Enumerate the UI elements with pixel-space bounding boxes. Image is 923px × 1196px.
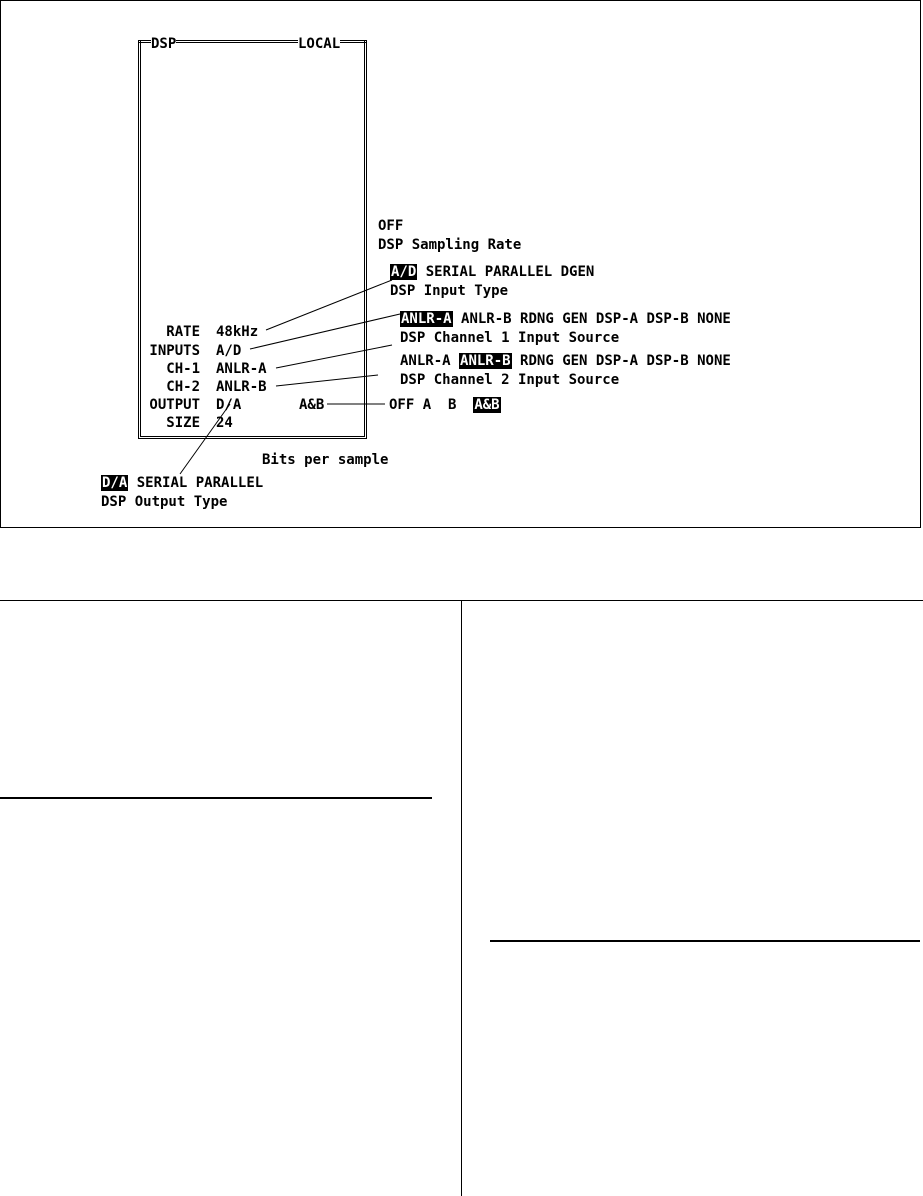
- ch1-option-none[interactable]: NONE: [697, 311, 731, 327]
- input-type-caption: DSP Input Type: [390, 283, 509, 299]
- input-type-option-ad[interactable]: A/D: [391, 264, 417, 280]
- output-type-option-serial[interactable]: SERIAL: [136, 475, 188, 491]
- input-type-option-serial[interactable]: SERIAL: [425, 264, 477, 280]
- row-label-inputs: INPUTS: [149, 343, 200, 359]
- row-label-output: OUTPUT: [149, 397, 200, 413]
- output-mode-option-off[interactable]: OFF: [389, 397, 415, 413]
- ch2-option-dsp-b[interactable]: DSP-B: [646, 353, 689, 369]
- ch1-caption: DSP Channel 1 Input Source: [400, 330, 620, 346]
- output-type-caption: DSP Output Type: [101, 494, 228, 510]
- left-column-rule: [0, 797, 432, 799]
- row-value-ch1[interactable]: ANLR-A: [216, 361, 267, 377]
- size-caption: Bits per sample: [262, 452, 389, 468]
- rate-caption: DSP Sampling Rate: [378, 237, 522, 253]
- ch2-option-gen[interactable]: GEN: [562, 353, 588, 369]
- row-value-inputs[interactable]: A/D: [216, 343, 242, 359]
- ch2-option-none[interactable]: NONE: [697, 353, 731, 369]
- row-value-ch2[interactable]: ANLR-B: [216, 379, 267, 395]
- ch1-option-rdng[interactable]: RDNG: [520, 311, 554, 327]
- row-value-rate[interactable]: 48kHz: [216, 324, 259, 340]
- ch1-option-anlr-a[interactable]: ANLR-A: [401, 311, 452, 327]
- ch1-option-gen[interactable]: GEN: [562, 311, 588, 327]
- leader-output-type: [180, 404, 230, 474]
- right-column-rule: [490, 940, 920, 942]
- ch1-option-dsp-a[interactable]: DSP-A: [595, 311, 639, 327]
- input-type-option-parallel[interactable]: PARALLEL: [484, 264, 553, 280]
- leader-ch1: [276, 345, 392, 368]
- leader-rate: [266, 280, 392, 330]
- panel-title-local: LOCAL: [298, 36, 341, 52]
- row-value-output-mode[interactable]: A&B: [299, 397, 325, 413]
- ch1-option-dsp-b[interactable]: DSP-B: [646, 311, 689, 327]
- output-mode-option-b[interactable]: B: [448, 397, 457, 413]
- rate-option-off[interactable]: OFF: [378, 218, 404, 234]
- panel-title-dsp: DSP: [151, 36, 177, 52]
- row-label-ch2: CH-2: [166, 379, 200, 395]
- output-type-option-parallel[interactable]: PARALLEL: [195, 475, 264, 491]
- leader-ch2: [276, 375, 378, 386]
- output-mode-option-ab[interactable]: A&B: [474, 397, 500, 413]
- output-mode-option-a[interactable]: A: [422, 397, 432, 413]
- row-label-rate: RATE: [166, 324, 200, 340]
- ch2-caption: DSP Channel 2 Input Source: [400, 372, 620, 388]
- ch2-option-dsp-a[interactable]: DSP-A: [595, 353, 639, 369]
- output-type-option-da[interactable]: D/A: [102, 475, 128, 491]
- ch2-option-rdng[interactable]: RDNG: [520, 353, 554, 369]
- leader-inputs: [250, 314, 400, 349]
- row-value-size[interactable]: 24: [216, 415, 233, 431]
- row-value-output[interactable]: D/A: [216, 397, 242, 413]
- row-label-ch1: CH-1: [166, 361, 200, 377]
- ch2-option-anlr-a[interactable]: ANLR-A: [400, 353, 451, 369]
- ch2-option-anlr-b[interactable]: ANLR-B: [460, 353, 511, 369]
- ch1-option-anlr-b[interactable]: ANLR-B: [461, 311, 512, 327]
- row-label-size: SIZE: [166, 415, 200, 431]
- column-divider: [461, 600, 462, 1196]
- leader-lines: [0, 0, 923, 530]
- input-type-option-dgen[interactable]: DGEN: [560, 264, 595, 280]
